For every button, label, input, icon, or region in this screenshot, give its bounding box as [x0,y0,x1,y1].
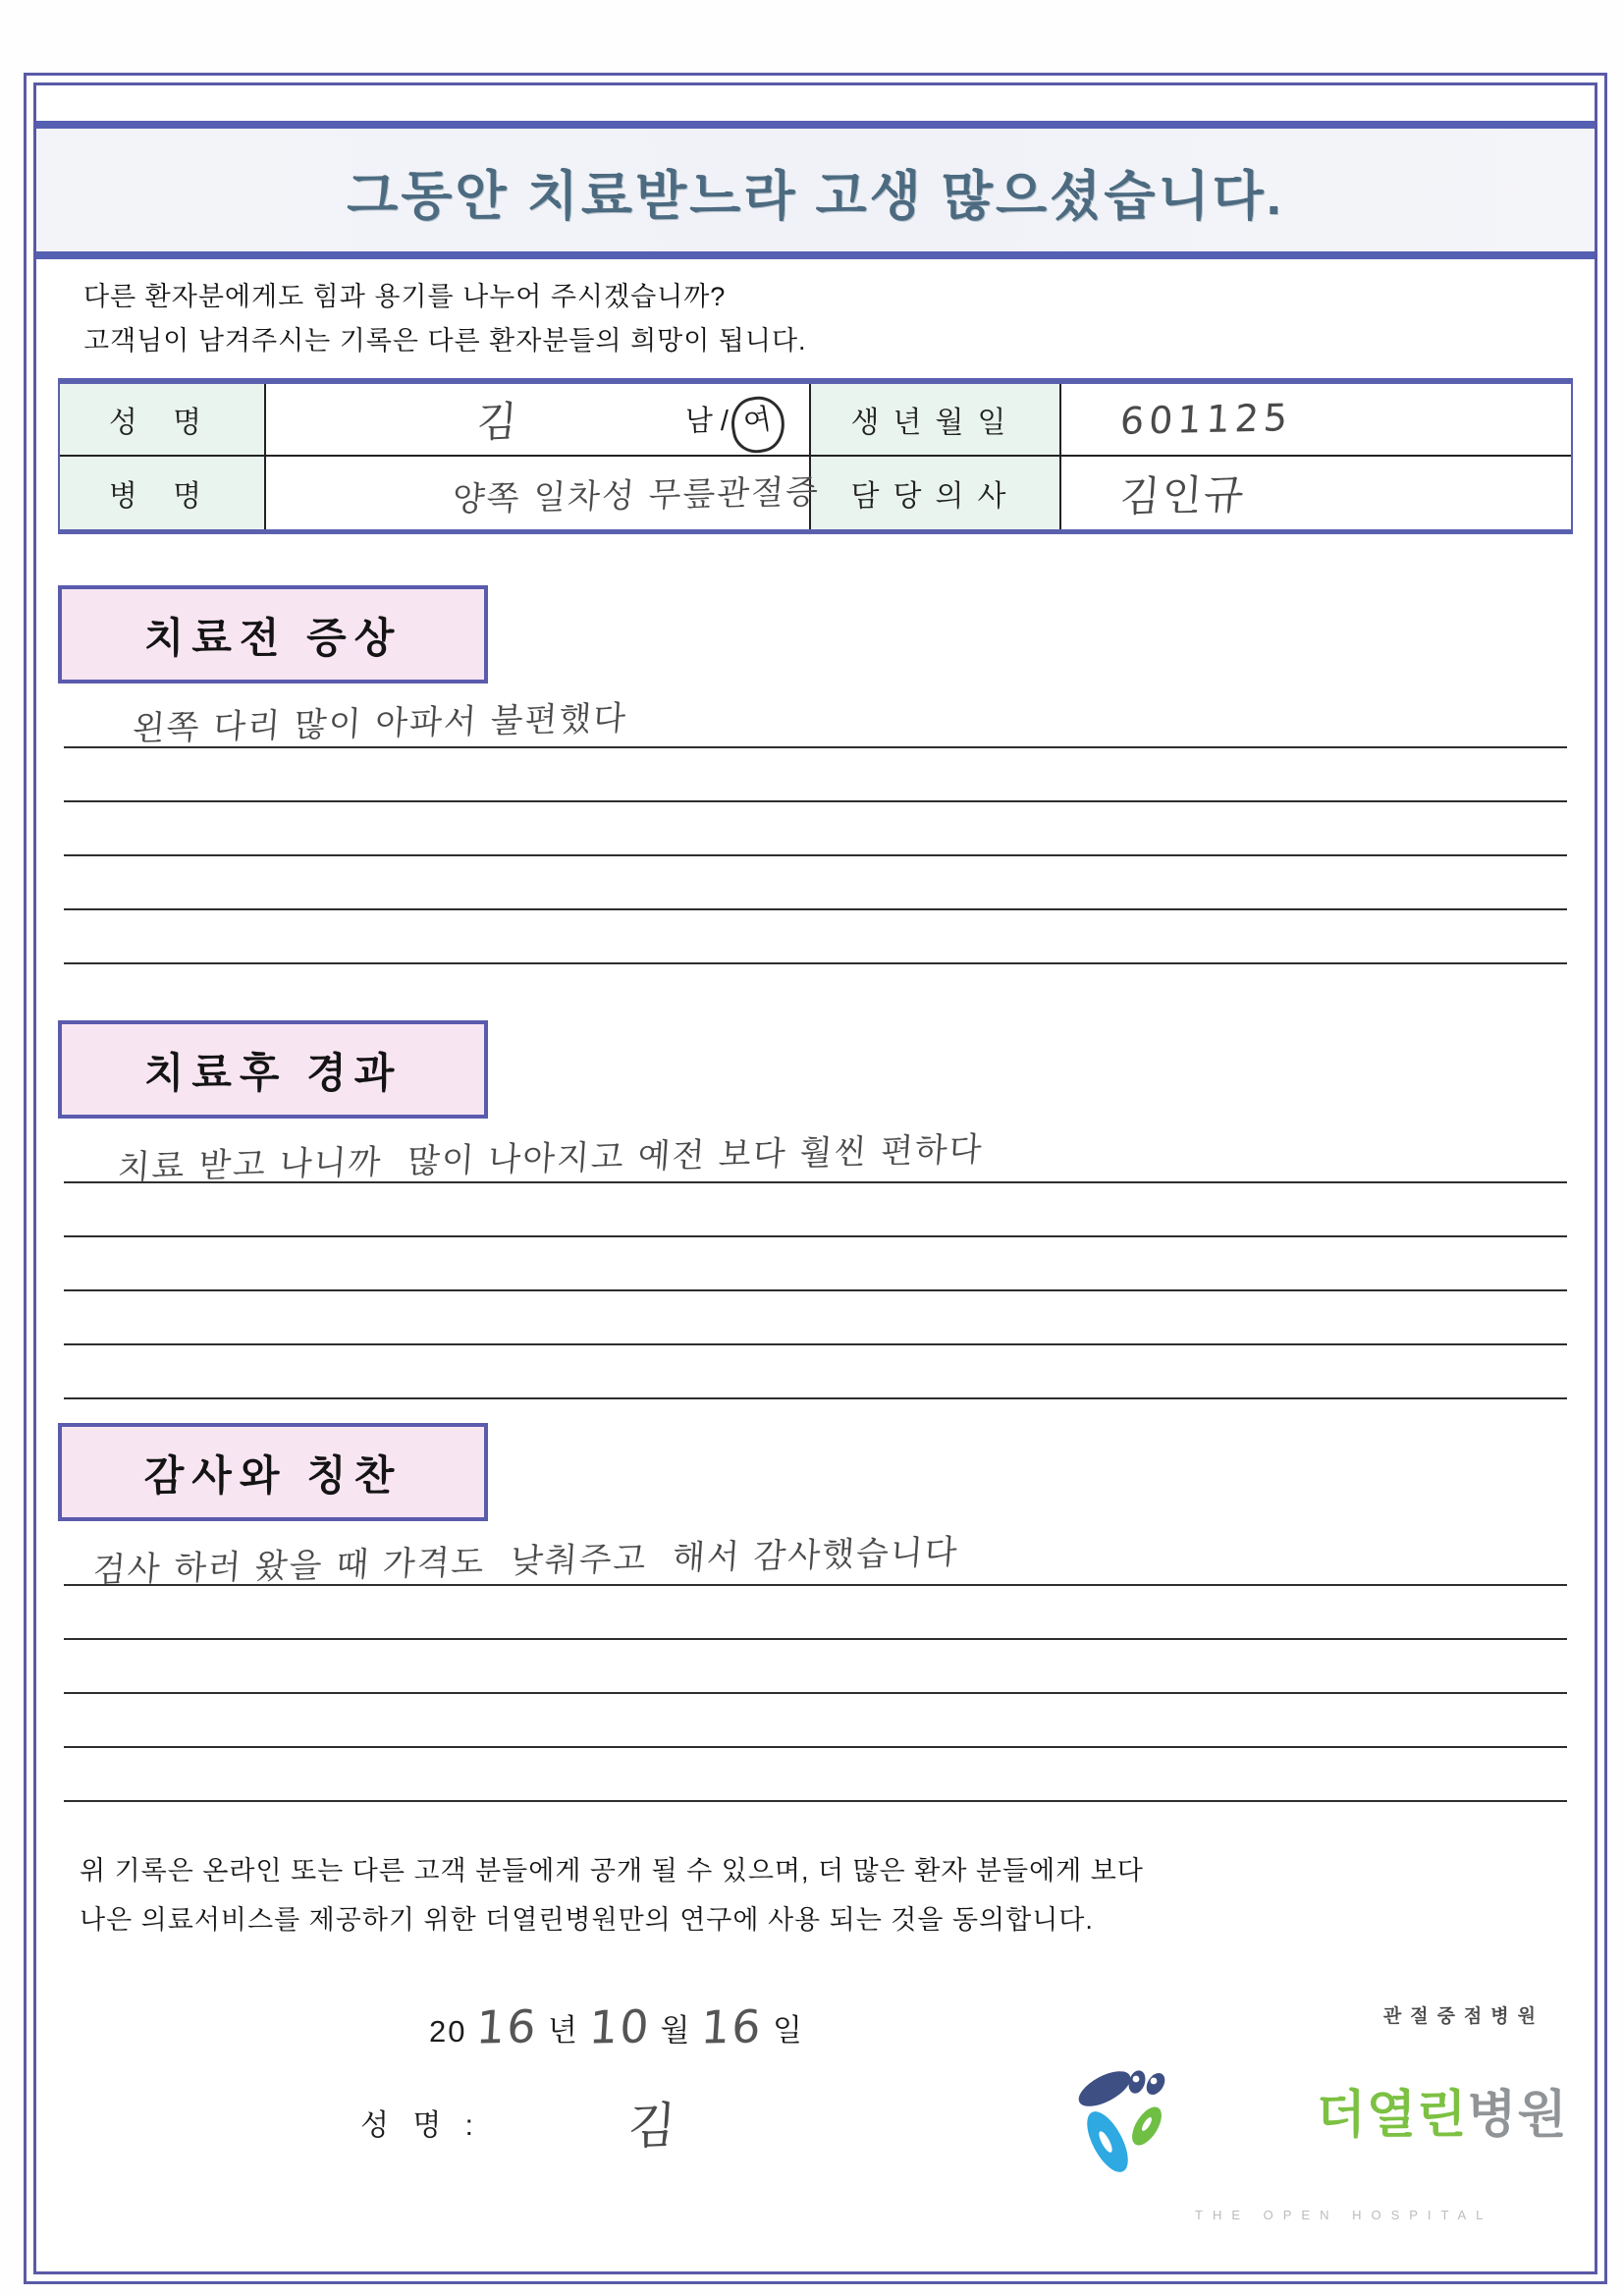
signature-handwriting: 김 [625,2097,679,2156]
rule-line [64,856,1567,910]
birthdate-value-cell [1061,384,1571,457]
birthdate-label-cell: 생년월일 [811,384,1061,457]
rule-line [64,802,1567,856]
date-day-handwriting: 16 [699,1998,765,2054]
rule-line [64,748,1567,802]
intro-line-2: 고객님이 남겨주시는 기록은 다른 환자분들의 희망이 됩니다. [83,326,807,356]
rule-line [64,1291,1567,1345]
handwritten-entry: 검사 하러 왔을 때 가격도 낮춰주고 해서 감사했습니다 [91,1532,960,1590]
logo-name [1195,2028,1568,2204]
consent-paragraph [80,1847,1595,1945]
section-header [58,1020,488,1119]
form-title-banner [36,121,1595,259]
section-title: 감사와 칭찬 [143,1451,403,1499]
rule-line [64,1748,1567,1802]
rule-line [64,1345,1567,1399]
writing-area [64,1521,1567,1802]
rule-line [64,1237,1567,1291]
intro-paragraph [83,275,1595,364]
rule-line [64,1586,1567,1640]
section-title: 치료후 경과 [143,1049,403,1096]
section-thanks-and-praise [36,1423,1595,1802]
rule-line [64,1640,1567,1694]
birthdate-handwriting: 601125 [1118,395,1294,443]
logo-figure-icon [1075,2051,1181,2173]
section-pre-treatment-symptoms [36,585,1595,964]
date-month-handwriting: 10 [587,1998,653,2054]
disease-handwriting: 양쪽 일차성 무릎관절증 [451,472,822,520]
section-title: 치료전 증상 [143,614,403,661]
gender-options: 남 / [684,406,729,438]
doctor-label-cell: 담당의사 [811,457,1061,529]
handwritten-entry-row [64,1119,1567,1187]
name-value-cell [266,384,811,457]
name-label-cell: 성 명 [60,384,266,457]
hospital-logo [1075,2001,1568,2223]
date-year-unit: 년 [548,2012,579,2048]
section-post-treatment-progress [36,1020,1595,1399]
disease-value-cell [266,457,822,529]
handwritten-entry: 치료 받고 나니까 많이 나아지고 예전 보다 훨씬 편하다 [116,1129,985,1187]
rule-line [64,1183,1567,1237]
logo-name-secondary: 병원 [1467,2086,1568,2144]
intro-line-1: 다른 환자분에게도 힘과 용기를 나누어 주시겠습니까? [83,282,727,311]
disease-label-cell: 병 명 [60,457,266,529]
writing-area [64,1119,1567,1399]
gender-field [685,391,784,447]
logo-text-block [1195,2001,1568,2223]
rule-line [64,910,1567,964]
handwritten-entry: 왼쪽 다리 많이 아파서 불편했다 [131,698,629,749]
logo-tagline: 관절중점병원 [1382,2006,1544,2027]
name-handwriting: 김 [475,397,521,447]
doctor-value-cell [1061,457,1571,529]
gender-selection-circle: 여 [727,393,788,458]
handwritten-entry-row [64,683,1567,749]
logo-name-primary: 더열린 [1316,2086,1468,2144]
form-title: 그동안 치료받느라 고생 많으셨습니다. [347,167,1284,226]
section-header [58,585,488,683]
handwritten-entry-row [64,1521,1567,1590]
form-frame [33,82,1597,2274]
signature-label: 성 명 : [360,2108,481,2142]
consent-line-2: 나은 의료서비스를 제공하기 위한 더열린병원만의 연구에 사용 되는 것을 동의합니다. [80,1904,1094,1935]
doctor-handwriting: 김인규 [1118,469,1248,521]
date-month-unit: 월 [660,2012,692,2048]
logo-subtitle: THE OPEN HOSPITAL [1195,2208,1493,2223]
section-header [58,1423,488,1521]
consent-line-1: 위 기록은 온라인 또는 다른 고객 분들에게 공개 될 수 있으며, 더 많은 환자 분들에게 보다 [80,1855,1144,1886]
rule-line [64,1694,1567,1748]
date-day-unit: 일 [773,2012,804,2048]
writing-area [64,683,1567,964]
date-century: 20 [429,2013,467,2049]
date-year-handwriting: 16 [474,1998,540,2054]
patient-info-table [58,378,1573,534]
